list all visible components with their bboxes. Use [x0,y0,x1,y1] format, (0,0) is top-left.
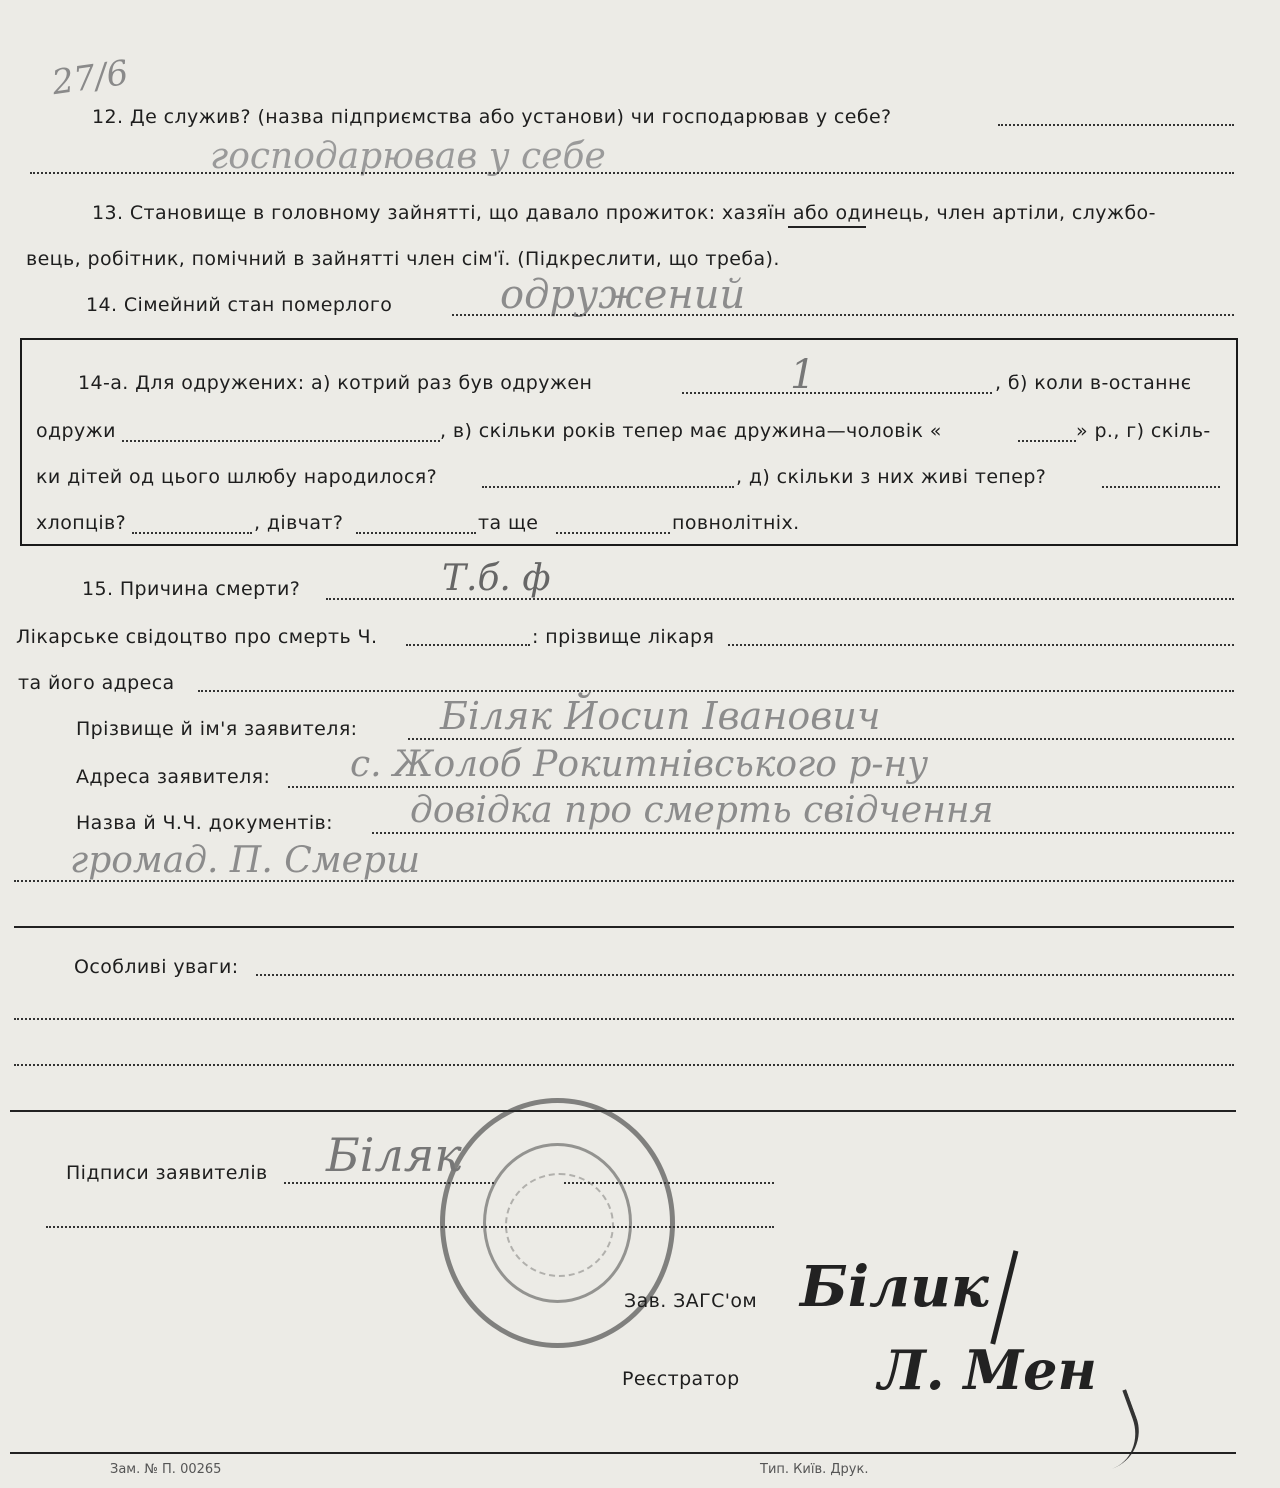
registrar-signature-tail [1066,1389,1150,1477]
q14a-line-3b: , д) скільки з них живі тепер? [736,466,1047,488]
margin-handwritten-note: 27/6 [49,52,131,104]
applicants-signature-handwritten: Біляк [326,1128,462,1182]
documents-handwritten-2: громад. П. Смерш [70,840,421,881]
q14a-children-dotted [482,486,734,488]
q15-answer-handwritten: Т.б. ф [442,558,551,599]
applicant-address-label: Адреса заявителя: [76,766,271,788]
q14a-times-handwritten: 1 [790,352,816,398]
q14a-girls-dotted [356,532,476,534]
q13-line-2: вець, робітник, помічний в зайнятті член сім'ї. (Підкреслити, що треба). [26,248,780,270]
q14a-times-dotted [682,392,992,394]
applicant-name-label: Прізвище й ім'я заявителя: [76,718,358,740]
q14-answer-handwritten: одружений [500,272,746,318]
zags-head-signature-handwritten: Білик [800,1254,989,1320]
q14a-line-4a: хлопців? [36,512,127,534]
documents-dotted-1 [372,832,1234,834]
applicant-address-dotted [288,786,1234,788]
q14a-when-dotted [122,440,440,442]
q14-label: 14. Сімейний стан померлого [86,294,393,316]
registrar-signature-handwritten: Л. Мен [878,1338,1097,1402]
q14a-married-box [20,338,1238,546]
applicants-signature-dotted [284,1182,494,1184]
doctor-certificate-label: Лікарське свідоцтво про смерть Ч. [16,626,378,648]
q15-label: 15. Причина смерти? [82,578,301,600]
q13-line-1: 13. Становище в головному зайнятті, що давало прожиток: хазяїн або одинець, член артіли, службо- [92,202,1156,224]
q12-answer-handwritten: господарював у себе [210,136,606,177]
footer-print-right: Тип. Київ. Друк. [760,1462,869,1477]
q14a-line-4d: повнолітніх. [672,512,800,534]
applicants-signature-dotted-3 [46,1226,774,1228]
remarks-dotted-1 [256,974,1234,976]
doctor-address-dotted [198,690,1234,692]
doctor-address-label: та його адреса [18,672,175,694]
remarks-dotted-3 [14,1064,1234,1066]
q14a-line-4c: та ще [478,512,539,534]
documents-dotted-2 [14,880,1234,882]
remarks-label: Особливі уваги: [74,956,239,978]
doctor-certificate-dotted [406,644,530,646]
bottom-divider [10,1452,1236,1454]
doctor-surname-label: : прізвище лікаря [532,626,715,648]
q14a-line-4b: , дівчат? [254,512,344,534]
section-divider-1 [14,926,1234,928]
q13-underline-khaziain [788,226,866,228]
footer-print-left: Зам. № П. 00265 [110,1462,222,1477]
applicants-signature-dotted-2 [564,1182,774,1184]
q14a-line-2b: , в) скільки років тепер має дружина—чоловік « [440,420,942,442]
registrar-label: Реєстратор [622,1368,740,1390]
q12-label: 12. Де служив? (назва підприємства або установи) чи господарював у себе? [92,106,892,128]
q14-dotted-line [452,314,1234,316]
q14a-age-dotted [1018,440,1076,442]
applicants-signatures-label: Підписи заявителів [66,1162,268,1184]
seal-center-emblem [505,1173,614,1277]
remarks-dotted-2 [14,1018,1234,1020]
q12-dotted-line [998,124,1234,126]
applicant-address-handwritten: с. Жолоб Рокитнівського р-ну [350,744,929,785]
q14a-line-3a: ки дітей од цього шлюбу народилося? [36,466,438,488]
section-divider-2 [10,1110,1236,1112]
q14a-line-1: 14-а. Для одружених: а) котрий раз був одружен [78,372,593,394]
applicant-name-dotted [408,738,1234,740]
q15-dotted-line [326,598,1234,600]
doctor-surname-dotted [728,644,1234,646]
q14a-alive-dotted [1102,486,1220,488]
q14a-line-2a: одружи [36,420,116,442]
q14a-line-2c: » р., г) скіль- [1076,420,1211,442]
q12-answer-dotted-line [30,172,1234,174]
zags-head-label: Зав. ЗАГС'ом [624,1290,758,1312]
q14a-adults-dotted [556,532,670,534]
applicant-name-handwritten: Біляк Йосип Іванович [440,694,881,738]
documents-label: Назва й Ч.Ч. документів: [76,812,333,834]
q14a-line-1b: , б) коли в-останнє [995,372,1192,394]
documents-handwritten-1: довідка про смерть свідчення [410,790,994,831]
q14a-boys-dotted [132,532,252,534]
